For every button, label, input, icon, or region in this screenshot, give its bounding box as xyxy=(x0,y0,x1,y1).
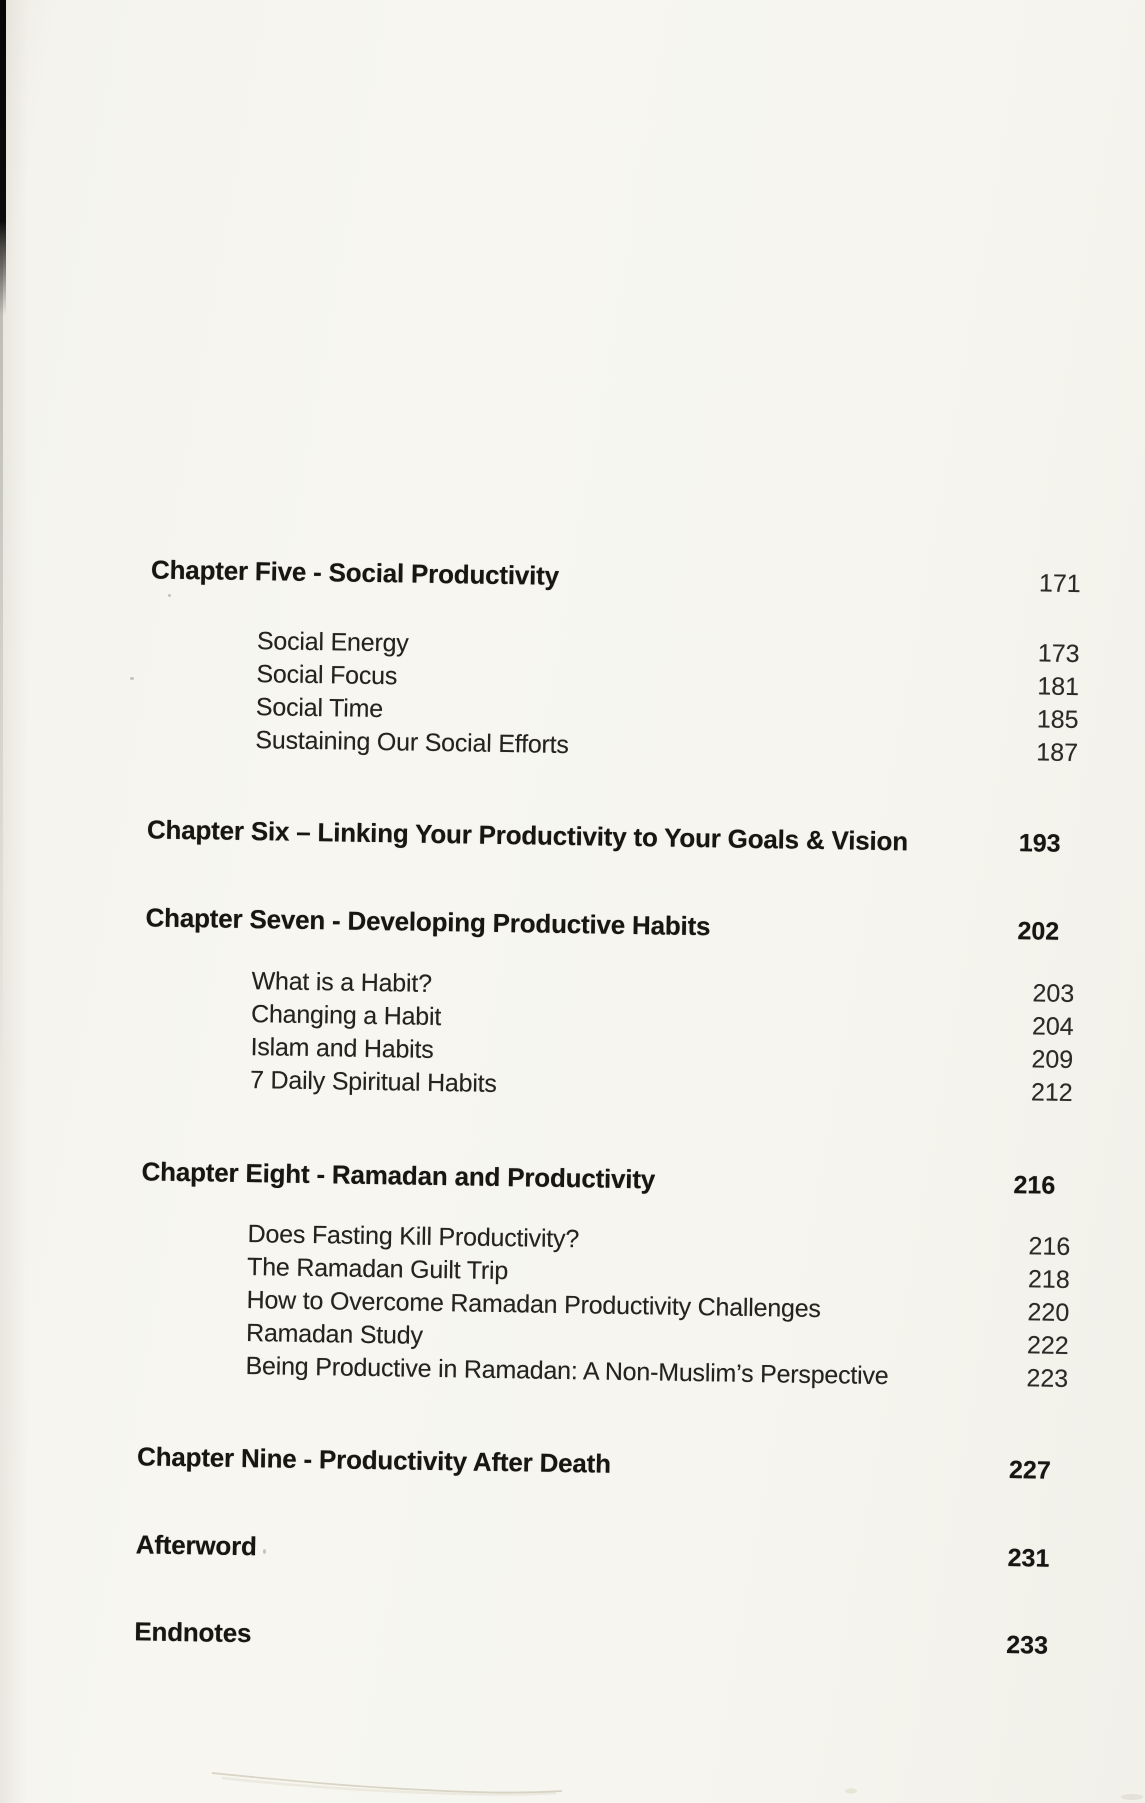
chapter-heading-label: Chapter Five - Social Productivity xyxy=(150,554,560,591)
chapter-heading-label: Chapter Eight - Ramadan and Productivity xyxy=(141,1156,656,1195)
subtopic-page-number: 220 xyxy=(1027,1298,1070,1327)
chapter-page-number: 202 xyxy=(1017,917,1060,946)
subtopic-label: Does Fasting Kill Productivity? xyxy=(247,1220,580,1254)
subtopic-label: Ramadan Study xyxy=(245,1319,423,1350)
subtopic-list xyxy=(0,961,1130,1111)
subtopic-label: What is a Habit? xyxy=(251,967,433,998)
chapter-heading-row xyxy=(0,1437,1122,1489)
subtopic-page-number: 222 xyxy=(1026,1331,1069,1360)
subtopic-label: Social Time xyxy=(255,693,384,724)
subtopic-page-number: 216 xyxy=(1028,1232,1071,1261)
subtopic-page-number: 212 xyxy=(1030,1078,1073,1107)
chapter-heading-row xyxy=(0,898,1131,950)
chapter-heading-label: Chapter Seven - Developing Productive Habits xyxy=(145,902,711,942)
chapter-heading-label: Chapter Nine - Productivity After Death xyxy=(136,1441,612,1479)
chapter-heading-label: Endnotes xyxy=(134,1616,252,1649)
subtopic-label: Social Focus xyxy=(256,660,398,691)
scan-speck xyxy=(168,594,171,597)
chapter-page-number: 231 xyxy=(1007,1544,1050,1573)
subtopic-page-number: 187 xyxy=(1036,738,1079,768)
chapter-heading-row xyxy=(0,1152,1127,1204)
subtopic-label: Changing a Habit xyxy=(250,1000,442,1032)
subtopic-label: How to Overcome Ramadan Productivity Challenges xyxy=(246,1286,821,1324)
chapter-page-number: 233 xyxy=(1006,1631,1049,1660)
subtopic-page-number: 185 xyxy=(1036,705,1079,735)
subtopic-label: The Ramadan Guilt Trip xyxy=(246,1253,509,1286)
chapter-heading-row xyxy=(0,1525,1121,1577)
subtopic-page-number: 181 xyxy=(1037,672,1080,702)
subtopic-list xyxy=(0,1214,1126,1397)
subtopic-page-number: 173 xyxy=(1037,639,1080,669)
subtopic-label: Islam and Habits xyxy=(250,1033,434,1064)
subtopic-page-number: 203 xyxy=(1032,979,1075,1008)
chapter-page-number: 171 xyxy=(1038,569,1081,599)
subtopic-label: 7 Daily Spiritual Habits xyxy=(249,1066,497,1098)
chapter-heading-row xyxy=(0,1612,1120,1664)
subtopic-page-number: 204 xyxy=(1031,1012,1074,1041)
subtopic-label: Sustaining Our Social Efforts xyxy=(255,726,569,760)
subtopic-list xyxy=(0,621,1135,771)
scan-speck xyxy=(263,1549,266,1554)
subtopic-page-number: 223 xyxy=(1026,1364,1069,1393)
chapter-heading-label: Chapter Six – Linking Your Productivity to Your Goals & Vision xyxy=(146,814,909,857)
chapter-page-number: 227 xyxy=(1008,1456,1051,1485)
subtopic-page-number: 218 xyxy=(1027,1265,1070,1294)
chapter-heading-row xyxy=(0,810,1132,862)
chapter-page-number: 193 xyxy=(1018,829,1061,858)
subtopic-label: Social Energy xyxy=(256,627,409,658)
chapter-heading-label: Afterword xyxy=(135,1529,257,1562)
subtopic-page-number: 209 xyxy=(1031,1045,1074,1074)
subtopic-label: Being Productive in Ramadan: A Non-Muslim’s Perspective xyxy=(245,1352,889,1391)
chapter-page-number: 216 xyxy=(1013,1171,1056,1200)
scan-speck xyxy=(130,677,134,680)
